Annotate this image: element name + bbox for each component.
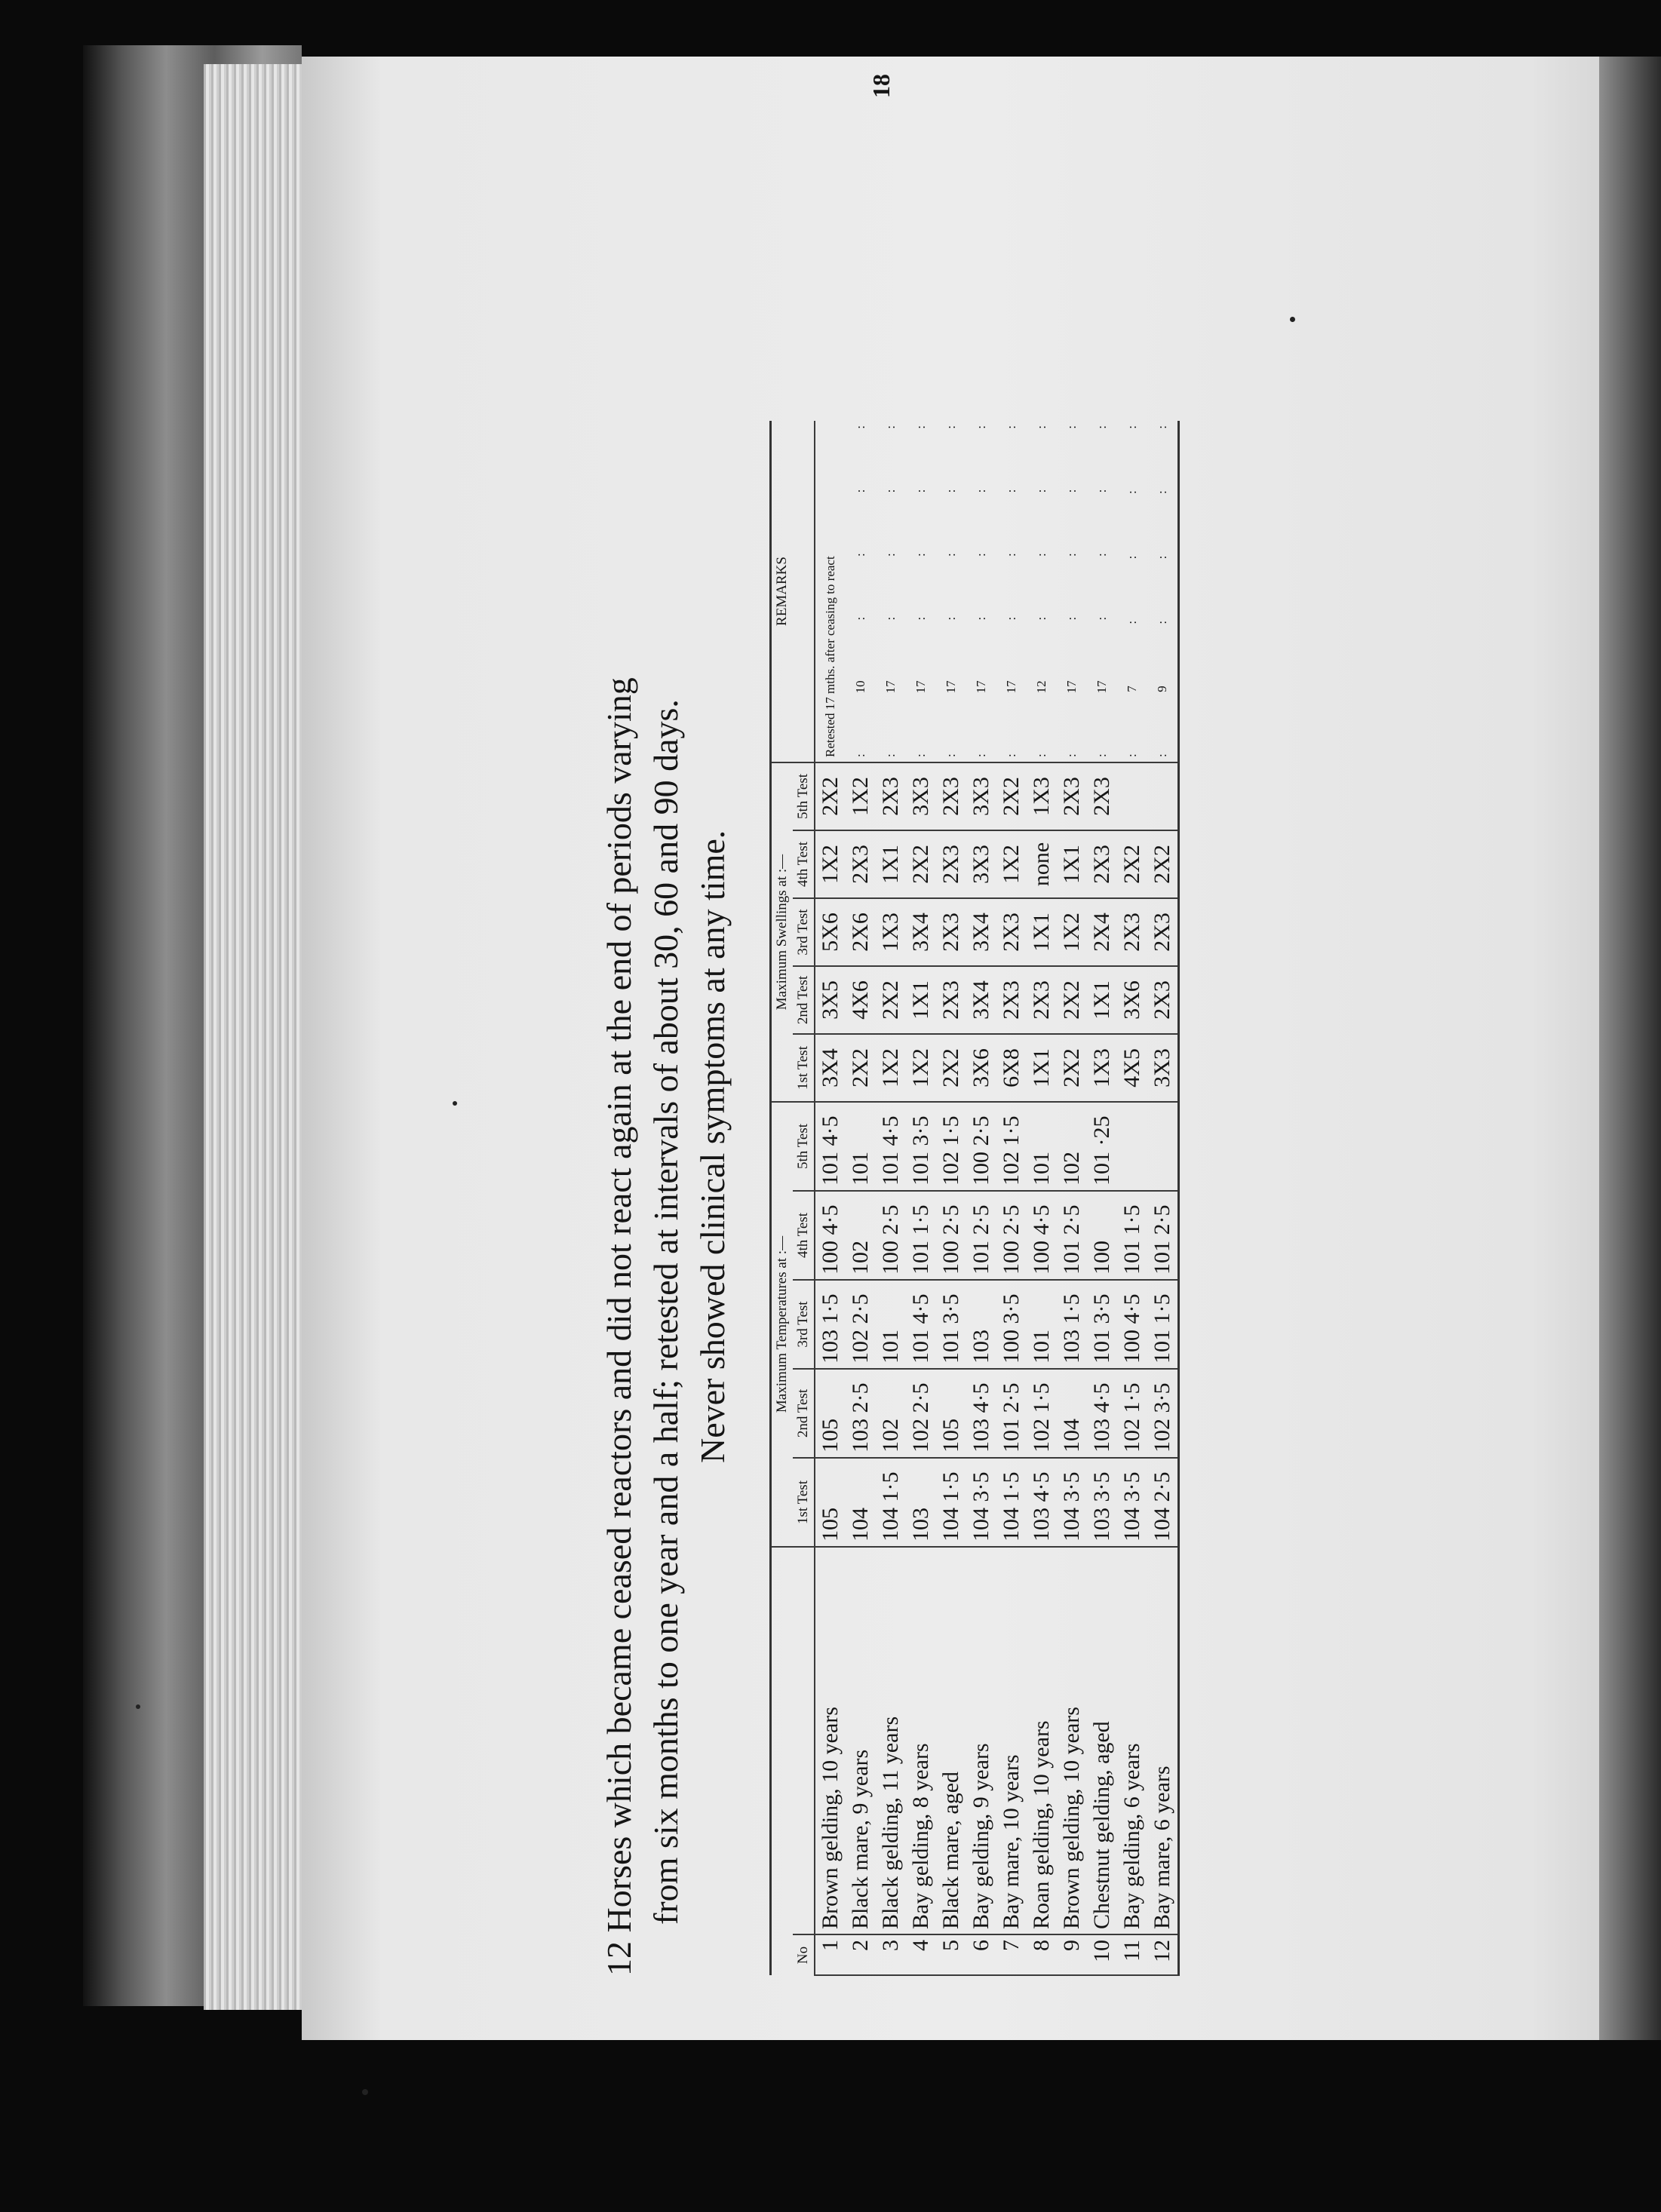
ditto-mark: : bbox=[853, 753, 867, 757]
max-temperature-cell: 101 4·5 bbox=[876, 1102, 906, 1191]
ditto-mark: : bbox=[1125, 620, 1139, 624]
table-row bbox=[966, 421, 996, 1975]
remark-cell bbox=[1057, 421, 1087, 762]
remark-text: 17 bbox=[1064, 680, 1079, 694]
rotated-content bbox=[596, 15, 1661, 1976]
ditto-mark: : bbox=[1095, 753, 1109, 757]
ditto-mark: : bbox=[1155, 555, 1169, 560]
max-swelling-cell: 2X2 bbox=[936, 1034, 966, 1102]
remarks-group-header: REMARKS bbox=[771, 421, 794, 762]
max-temperature-cell: 104 bbox=[1057, 1369, 1087, 1458]
max-temperature-cell: 102 bbox=[1057, 1102, 1087, 1191]
caption-line-2: from six months to one year and a half; retested at intervals of about 30, 60 and 90 days. bbox=[646, 699, 685, 1925]
remark-text: 10 bbox=[853, 680, 867, 694]
remark-cell bbox=[846, 421, 876, 762]
row-number: 6 bbox=[966, 1934, 996, 1975]
table-row bbox=[906, 421, 936, 1975]
max-swelling-cell: 2X2 bbox=[876, 966, 906, 1034]
table-row bbox=[1147, 421, 1179, 1975]
max-temperature-cell: 100 4·5 bbox=[1117, 1280, 1147, 1369]
swell-test-3-header: 3rd Test bbox=[793, 898, 815, 966]
ditto-mark: : bbox=[853, 616, 867, 621]
max-swelling-cell: 1X1 bbox=[906, 966, 936, 1034]
row-number: 12 bbox=[1147, 1934, 1179, 1975]
ditto-mark: : bbox=[853, 425, 867, 429]
max-swelling-cell: 3X4 bbox=[815, 1034, 846, 1102]
max-swelling-cell: 3X3 bbox=[966, 830, 996, 898]
ditto-mark: : bbox=[1004, 489, 1018, 493]
max-swelling-cell: 2X2 bbox=[846, 1034, 876, 1102]
remark-text: 17 bbox=[1004, 680, 1018, 694]
max-temperature-cell: 101 1·5 bbox=[906, 1191, 936, 1280]
max-swelling-cell: 2X2 bbox=[1057, 1034, 1087, 1102]
max-temperature-cell: 103 4·5 bbox=[1027, 1458, 1057, 1547]
remark-cell bbox=[996, 421, 1027, 762]
blank-header bbox=[771, 1547, 794, 1975]
max-temperature-cell: 100 2·5 bbox=[966, 1102, 996, 1191]
ditto-mark: : bbox=[944, 489, 958, 493]
ditto-mark: : bbox=[913, 489, 928, 493]
remark-line bbox=[1087, 425, 1117, 757]
ditto-mark: : bbox=[1125, 425, 1139, 429]
max-temperature-cell: 101 bbox=[1027, 1102, 1057, 1191]
remark-text: 17 bbox=[883, 680, 898, 694]
ditto-mark: : bbox=[1125, 555, 1139, 560]
max-swelling-cell: 2X3 bbox=[1147, 966, 1179, 1034]
horse-description: Brown gelding, 10 years bbox=[815, 1547, 846, 1934]
ditto-mark: : bbox=[1095, 425, 1109, 429]
remark-line bbox=[966, 425, 996, 757]
row-number: 7 bbox=[996, 1934, 1027, 1975]
max-swelling-cell: 3X5 bbox=[815, 966, 846, 1034]
max-swelling-cell: 2X3 bbox=[996, 966, 1027, 1034]
max-swelling-cell: 2X3 bbox=[876, 762, 906, 830]
max-swelling-cell: 3X4 bbox=[966, 898, 996, 966]
ditto-mark: : bbox=[1095, 553, 1109, 557]
ditto-mark: : bbox=[913, 616, 928, 621]
ditto-mark: : bbox=[853, 489, 867, 493]
remark-cell bbox=[936, 421, 966, 762]
max-temperature-cell: 105 bbox=[815, 1458, 846, 1547]
row-number: 8 bbox=[1027, 1934, 1057, 1975]
remark-line bbox=[1057, 425, 1087, 757]
ditto-mark: : bbox=[944, 553, 958, 557]
row-number: 1 bbox=[815, 1934, 846, 1975]
ditto-mark: : bbox=[974, 489, 988, 493]
ditto-mark: : bbox=[1155, 620, 1169, 624]
max-swelling-cell: 2X3 bbox=[1027, 966, 1057, 1034]
max-swelling-cell: 2X2 bbox=[1147, 830, 1179, 898]
max-swelling-cell: 2X3 bbox=[1057, 762, 1087, 830]
remarks-subheader bbox=[793, 421, 815, 762]
ditto-mark: : bbox=[1034, 489, 1048, 493]
max-temperature-cell: 104 1·5 bbox=[936, 1458, 966, 1547]
ditto-mark: : bbox=[1004, 553, 1018, 557]
row-number: 11 bbox=[1117, 1934, 1147, 1975]
remark-line bbox=[876, 425, 906, 757]
ditto-mark: : bbox=[1004, 425, 1018, 429]
max-swelling-cell: 3X4 bbox=[906, 898, 936, 966]
table-row bbox=[1027, 421, 1057, 1975]
no-header: No bbox=[793, 1934, 815, 1975]
max-temperature-cell: 101 1·5 bbox=[1117, 1191, 1147, 1280]
table-body bbox=[815, 421, 1179, 1975]
ditto-mark: : bbox=[883, 489, 898, 493]
ditto-mark: : bbox=[1125, 490, 1139, 495]
max-swelling-cell: 2X3 bbox=[936, 762, 966, 830]
horse-description: Bay gelding, 9 years bbox=[966, 1547, 996, 1934]
max-swelling-cell: 1X3 bbox=[1027, 762, 1057, 830]
row-number: 5 bbox=[936, 1934, 966, 1975]
max-temperature-cell: 101 1·5 bbox=[1147, 1280, 1179, 1369]
table-row bbox=[1087, 421, 1117, 1975]
horse-description: Black mare, aged bbox=[936, 1547, 966, 1934]
max-temperature-cell: 101 3·5 bbox=[1087, 1280, 1117, 1369]
ditto-mark: : bbox=[1004, 616, 1018, 621]
ditto-mark: : bbox=[883, 616, 898, 621]
remark-cell bbox=[815, 421, 846, 762]
max-temperature-cell: 101 2·5 bbox=[1147, 1191, 1179, 1280]
ditto-mark: : bbox=[944, 425, 958, 429]
max-swelling-cell bbox=[1147, 762, 1179, 830]
max-swelling-cell: 3X3 bbox=[1147, 1034, 1179, 1102]
ditto-mark: : bbox=[974, 753, 988, 757]
max-swelling-cell: 2X3 bbox=[846, 830, 876, 898]
max-temperature-cell: 100 2·5 bbox=[876, 1191, 906, 1280]
max-swelling-cell: 3X6 bbox=[966, 1034, 996, 1102]
ditto-mark: : bbox=[1155, 490, 1169, 495]
max-swelling-cell: 2X3 bbox=[1087, 830, 1117, 898]
max-temperature-cell: 104 3·5 bbox=[1057, 1458, 1087, 1547]
ditto-mark: : bbox=[913, 425, 928, 429]
max-temperature-cell: 103 4·5 bbox=[966, 1369, 996, 1458]
table-row bbox=[996, 421, 1027, 1975]
caption-line-1: 12 Horses which became ceased reactors and did not react again at the end of periods varying bbox=[600, 677, 638, 1976]
table-subheader-row bbox=[793, 421, 815, 1975]
temp-test-4-header: 4th Test bbox=[793, 1191, 815, 1280]
max-temperature-cell: 100 bbox=[1087, 1191, 1117, 1280]
remark-cell bbox=[1117, 421, 1147, 762]
swell-test-1-header: 1st Test bbox=[793, 1034, 815, 1102]
max-swelling-cell: 1X1 bbox=[876, 830, 906, 898]
max-temperature-cell: 103 bbox=[906, 1458, 936, 1547]
ditto-mark: : bbox=[974, 553, 988, 557]
max-swelling-cell: none bbox=[1027, 830, 1057, 898]
max-temperature-cell: 100 2·5 bbox=[936, 1191, 966, 1280]
table-group-header-row bbox=[771, 421, 794, 1975]
max-temperature-cell: 105 bbox=[936, 1369, 966, 1458]
remark-line bbox=[1117, 425, 1147, 757]
max-swelling-cell: 2X3 bbox=[936, 830, 966, 898]
max-swelling-cell: 1X2 bbox=[846, 762, 876, 830]
max-temperature-cell: 100 3·5 bbox=[996, 1280, 1027, 1369]
max-swelling-cell: 1X1 bbox=[1087, 966, 1117, 1034]
dust-speck bbox=[453, 1101, 457, 1106]
horse-description: Chestnut gelding, aged bbox=[1087, 1547, 1117, 1934]
dust-speck bbox=[136, 1704, 140, 1709]
max-swelling-cell: 1X1 bbox=[1057, 830, 1087, 898]
max-swelling-cell: 2X2 bbox=[815, 762, 846, 830]
max-swelling-cell: 2X2 bbox=[1117, 830, 1147, 898]
swell-test-4-header: 4th Test bbox=[793, 830, 815, 898]
remark-cell bbox=[906, 421, 936, 762]
max-temperature-cell: 100 2·5 bbox=[996, 1191, 1027, 1280]
max-temperature-cell: 104 1·5 bbox=[996, 1458, 1027, 1547]
max-temperature-cell: 100 4·5 bbox=[815, 1191, 846, 1280]
max-temperature-cell: 101 2·5 bbox=[1057, 1191, 1087, 1280]
remark-line bbox=[936, 425, 966, 757]
temp-test-2-header: 2nd Test bbox=[793, 1369, 815, 1458]
max-temperature-cell: 101 bbox=[846, 1102, 876, 1191]
remark-text: 17 bbox=[944, 680, 958, 694]
ditto-mark: : bbox=[1004, 753, 1018, 757]
max-swelling-cell: 6X8 bbox=[996, 1034, 1027, 1102]
remark-text: 17 bbox=[974, 680, 988, 694]
ditto-mark: : bbox=[913, 753, 928, 757]
remark-cell bbox=[876, 421, 906, 762]
max-swelling-cell: 2X4 bbox=[1087, 898, 1117, 966]
max-swelling-cell bbox=[1117, 762, 1147, 830]
max-temperature-cell: 101 4·5 bbox=[815, 1102, 846, 1191]
ditto-mark: : bbox=[974, 616, 988, 621]
max-temperature-cell: 105 bbox=[815, 1369, 846, 1458]
remark-text: 17 bbox=[913, 680, 928, 694]
max-temperature-cell: 101 bbox=[1027, 1280, 1057, 1369]
max-temperature-cell: 104 bbox=[846, 1458, 876, 1547]
ditto-mark: : bbox=[1034, 753, 1048, 757]
max-swelling-cell: 1X2 bbox=[1057, 898, 1087, 966]
max-temperature-cell: 103 3·5 bbox=[1087, 1458, 1117, 1547]
caption-line-3: Never showed clinical symptoms at any time. bbox=[693, 830, 732, 1463]
max-temperature-cell: 102 1·5 bbox=[1117, 1369, 1147, 1458]
max-temperature-cell: 102 3·5 bbox=[1147, 1369, 1179, 1458]
ditto-mark: : bbox=[944, 616, 958, 621]
table-row bbox=[1117, 421, 1147, 1975]
max-temperature-cell: 101 2·5 bbox=[996, 1369, 1027, 1458]
max-swelling-cell: 1X2 bbox=[876, 1034, 906, 1102]
ditto-mark: : bbox=[1034, 425, 1048, 429]
max-swelling-cell: 1X1 bbox=[1027, 898, 1057, 966]
ditto-mark: : bbox=[1095, 489, 1109, 493]
horse-description: Bay mare, 10 years bbox=[996, 1547, 1027, 1934]
ditto-mark: : bbox=[1064, 753, 1079, 757]
temp-test-3-header: 3rd Test bbox=[793, 1280, 815, 1369]
max-swelling-cell: 2X2 bbox=[906, 830, 936, 898]
swell-test-2-header: 2nd Test bbox=[793, 966, 815, 1034]
remark-line bbox=[1027, 425, 1057, 757]
max-temperature-cell: 102 2·5 bbox=[906, 1369, 936, 1458]
max-temperature-cell: 103 1·5 bbox=[815, 1280, 846, 1369]
table-row bbox=[876, 421, 906, 1975]
ditto-mark: : bbox=[974, 425, 988, 429]
max-temperature-cell: 102 1·5 bbox=[936, 1102, 966, 1191]
ditto-mark: : bbox=[1064, 553, 1079, 557]
max-swelling-cell: 3X6 bbox=[1117, 966, 1147, 1034]
max-temperature-cell: 104 3·5 bbox=[1117, 1458, 1147, 1547]
max-swelling-cell: 2X3 bbox=[936, 966, 966, 1034]
remark-line bbox=[846, 425, 876, 757]
ditto-mark: : bbox=[883, 553, 898, 557]
max-temperature-cell: 103 2·5 bbox=[846, 1369, 876, 1458]
horse-description: Black gelding, 11 years bbox=[876, 1547, 906, 1934]
max-temperature-cell: 102 1·5 bbox=[996, 1102, 1027, 1191]
max-swelling-cell: 2X3 bbox=[1087, 762, 1117, 830]
remark-text: 7 bbox=[1125, 686, 1139, 692]
max-swelling-cell: 1X2 bbox=[906, 1034, 936, 1102]
ditto-mark: : bbox=[1034, 616, 1048, 621]
remark-line bbox=[1147, 425, 1177, 757]
table-row bbox=[846, 421, 876, 1975]
max-temperature-cell: 104 3·5 bbox=[966, 1458, 996, 1547]
swellings-group-header: Maximum Swellings at :— bbox=[771, 762, 794, 1102]
horse-test-table bbox=[769, 421, 1180, 1976]
max-temperature-cell: 101 4·5 bbox=[906, 1280, 936, 1369]
remark-line bbox=[906, 425, 936, 757]
ditto-mark: : bbox=[1064, 425, 1079, 429]
page-number: 18 bbox=[867, 74, 895, 98]
ditto-mark: : bbox=[883, 753, 898, 757]
dust-speck bbox=[362, 2089, 368, 2095]
max-swelling-cell: 3X4 bbox=[966, 966, 996, 1034]
swell-test-5-header: 5th Test bbox=[793, 762, 815, 830]
row-number: 10 bbox=[1087, 1934, 1117, 1975]
row-number: 2 bbox=[846, 1934, 876, 1975]
horse-description: Roan gelding, 10 years bbox=[1027, 1547, 1057, 1934]
max-swelling-cell: 1X3 bbox=[876, 898, 906, 966]
ditto-mark: : bbox=[1155, 753, 1169, 757]
remark-cell bbox=[1147, 421, 1179, 762]
caption bbox=[596, 91, 736, 1976]
max-temperature-cell: 103 1·5 bbox=[1057, 1280, 1087, 1369]
max-temperature-cell: 104 2·5 bbox=[1147, 1458, 1179, 1547]
table-row bbox=[815, 421, 846, 1975]
ditto-mark: : bbox=[944, 753, 958, 757]
max-swelling-cell: 2X2 bbox=[996, 762, 1027, 830]
ditto-mark: : bbox=[883, 425, 898, 429]
remark-cell bbox=[1027, 421, 1057, 762]
max-swelling-cell: 1X1 bbox=[1027, 1034, 1057, 1102]
ditto-mark: : bbox=[853, 553, 867, 557]
max-swelling-cell: 5X6 bbox=[815, 898, 846, 966]
max-swelling-cell: 2X2 bbox=[1057, 966, 1087, 1034]
remark-text: 12 bbox=[1034, 680, 1048, 694]
max-temperature-cell: 100 4·5 bbox=[1027, 1191, 1057, 1280]
horse-description: Brown gelding, 10 years bbox=[1057, 1547, 1087, 1934]
horse-description: Bay gelding, 8 years bbox=[906, 1547, 936, 1934]
remark-cell bbox=[966, 421, 996, 762]
max-swelling-cell: 1X2 bbox=[815, 830, 846, 898]
description-header bbox=[793, 1547, 815, 1934]
table-row bbox=[936, 421, 966, 1975]
max-swelling-cell: 2X6 bbox=[846, 898, 876, 966]
remark-text: Retested 17 mths. after ceasing to react bbox=[823, 556, 837, 757]
max-temperature-cell: 102 bbox=[876, 1369, 906, 1458]
horse-description: Bay gelding, 6 years bbox=[1117, 1547, 1147, 1934]
max-swelling-cell: 2X3 bbox=[1147, 898, 1179, 966]
max-temperature-cell: 101 3·5 bbox=[906, 1102, 936, 1191]
ditto-mark: : bbox=[1034, 553, 1048, 557]
ditto-mark: : bbox=[1064, 616, 1079, 621]
table-row bbox=[1057, 421, 1087, 1975]
max-temperature-cell bbox=[1147, 1102, 1179, 1191]
remark-line bbox=[996, 425, 1027, 757]
max-temperature-cell: 102 bbox=[846, 1191, 876, 1280]
max-swelling-cell: 1X3 bbox=[1087, 1034, 1117, 1102]
row-number: 4 bbox=[906, 1934, 936, 1975]
temp-test-5-header: 5th Test bbox=[793, 1102, 815, 1191]
max-temperature-cell: 103 bbox=[966, 1280, 996, 1369]
max-swelling-cell: 2X3 bbox=[1117, 898, 1147, 966]
row-number: 3 bbox=[876, 1934, 906, 1975]
max-swelling-cell: 2X3 bbox=[936, 898, 966, 966]
horse-description: Black mare, 9 years bbox=[846, 1547, 876, 1934]
max-swelling-cell: 2X3 bbox=[996, 898, 1027, 966]
max-temperature-cell: 101 2·5 bbox=[966, 1191, 996, 1280]
max-swelling-cell: 4X6 bbox=[846, 966, 876, 1034]
ditto-mark: : bbox=[1125, 753, 1139, 757]
max-temperature-cell: 102 1·5 bbox=[1027, 1369, 1057, 1458]
horse-description: Bay mare, 6 years bbox=[1147, 1547, 1179, 1934]
max-swelling-cell: 3X3 bbox=[966, 762, 996, 830]
row-number: 9 bbox=[1057, 1934, 1087, 1975]
max-temperature-cell: 101 bbox=[876, 1280, 906, 1369]
max-temperature-cell: 102 2·5 bbox=[846, 1280, 876, 1369]
max-swelling-cell: 3X3 bbox=[906, 762, 936, 830]
max-swelling-cell: 4X5 bbox=[1117, 1034, 1147, 1102]
max-temperature-cell: 103 4·5 bbox=[1087, 1369, 1117, 1458]
temperatures-group-header: Maximum Temperatures at :— bbox=[771, 1102, 794, 1547]
remark-cell bbox=[1087, 421, 1117, 762]
temp-test-1-header: 1st Test bbox=[793, 1458, 815, 1547]
max-temperature-cell: 104 1·5 bbox=[876, 1458, 906, 1547]
max-swelling-cell: 1X2 bbox=[996, 830, 1027, 898]
max-temperature-cell: 101 3·5 bbox=[936, 1280, 966, 1369]
ditto-mark: : bbox=[913, 553, 928, 557]
max-temperature-cell bbox=[1117, 1102, 1147, 1191]
ditto-mark: : bbox=[1155, 425, 1169, 429]
ditto-mark: : bbox=[1064, 489, 1079, 493]
remark-text: 9 bbox=[1155, 686, 1169, 692]
page-edges bbox=[204, 64, 309, 2010]
ditto-mark: : bbox=[1095, 616, 1109, 621]
remark-line bbox=[815, 425, 846, 757]
remark-text: 17 bbox=[1095, 680, 1109, 694]
max-temperature-cell: 101 ·25 bbox=[1087, 1102, 1117, 1191]
